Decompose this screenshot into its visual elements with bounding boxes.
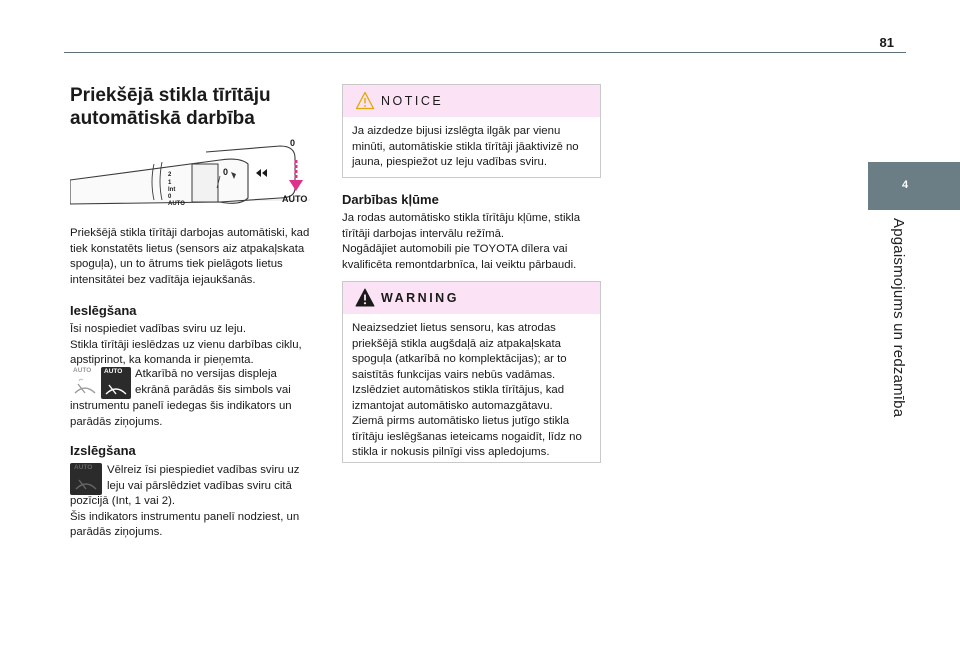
notice-box bbox=[342, 84, 601, 178]
warning-body bbox=[352, 321, 594, 461]
text-line: Vēlreiz īsi piespiediet vadības sviru uz bbox=[107, 464, 300, 476]
text-line: Nogādājiet automobili pie TOYOTA dīlera vai bbox=[342, 243, 568, 255]
text-line: Ja rodas automātisko stikla tīrītāju kļūme, stikla bbox=[342, 212, 581, 224]
intro-line: Priekšējā stikla tīrītāji darbojas automātiski, kad bbox=[70, 227, 310, 239]
text-line: apstiprinot, ka komanda ir pieņemta. bbox=[70, 354, 254, 366]
notice-body bbox=[352, 124, 594, 171]
text-line: tīrītāji darbojas intervālu režīmā. bbox=[342, 227, 505, 240]
text-line: instrumentu panelī iedegas šis indikators un bbox=[70, 400, 292, 412]
text-line: Šis indikators instrumentu panelī nodziest, un bbox=[70, 510, 300, 523]
notice-header bbox=[343, 85, 600, 117]
warning-label: WARNING bbox=[381, 291, 459, 305]
section-heading-fault: Darbības kļūme bbox=[342, 192, 439, 207]
text-line: parādās ziņojums. bbox=[70, 526, 163, 538]
auto-indicator-label: AUTO bbox=[104, 368, 123, 375]
notice-icon bbox=[355, 91, 375, 110]
warning-box bbox=[342, 281, 601, 463]
stalk-top-label: 0 bbox=[290, 138, 296, 148]
warning-icon bbox=[355, 288, 375, 307]
auto-outline-label: AUTO bbox=[73, 367, 92, 374]
text-line: Stikla tīrītāji ieslēdzas uz vienu darbības ciklu, bbox=[70, 338, 302, 351]
section-heading-off: Izslēgšana bbox=[70, 443, 136, 458]
notice-line: Ja aizdedze bijusi izslēgta ilgāk par vienu bbox=[352, 125, 561, 137]
warning-line: Ziemā pirms automātisko lietus jutīgo stikla bbox=[352, 415, 570, 427]
section-on-text bbox=[70, 322, 320, 369]
page-title bbox=[70, 84, 310, 130]
title-line-1: Priekšējā stikla tīrītāju bbox=[70, 85, 271, 106]
stalk-tick-int: Int bbox=[168, 187, 176, 193]
warning-line: spoguļa (atkarībā no komplektācijas); ar to bbox=[352, 353, 567, 365]
wiper-stalk-illustration bbox=[70, 138, 316, 220]
stalk-position-zero: 0 bbox=[223, 167, 229, 177]
auto-wiper-off-icon bbox=[70, 463, 102, 495]
auto-off-label: AUTO bbox=[74, 464, 93, 471]
warning-line: stikla ir nokusis pilnīgi viss apledojums. bbox=[352, 446, 550, 458]
intro-line: spoguļa), un to ātrums tiek pielāgots lietus bbox=[70, 258, 283, 270]
text-line: ekrānā parādās šis simbols vai bbox=[135, 383, 291, 396]
auto-wiper-indicator-icon bbox=[101, 367, 131, 399]
chapter-number: 4 bbox=[902, 179, 909, 191]
stalk-drawing bbox=[70, 138, 316, 220]
stalk-auto-label: AUTO bbox=[282, 194, 308, 204]
page-number: 81 bbox=[879, 35, 894, 50]
title-line-2: automātiskā darbība bbox=[70, 108, 255, 129]
chapter-tab[interactable] bbox=[868, 162, 960, 210]
stalk-tick-1: 1 bbox=[168, 180, 172, 186]
warning-line: Neaizsedziet lietus sensoru, kas atrodas bbox=[352, 322, 556, 334]
text-line: kvalificēta remontdarbnīca, lai veiktu pārbaudi. bbox=[342, 258, 577, 271]
auto-wiper-outline-icon bbox=[70, 367, 100, 399]
chapter-title: Apgaismojums un redzamība bbox=[890, 218, 907, 418]
intro-line: tiek konstatēts lietus (sensors aiz atpakaļskata bbox=[70, 242, 305, 255]
section-on-icon-text bbox=[135, 367, 325, 398]
warning-line: Izslēdziet automātiskos stikla tīrītājus, kad bbox=[352, 384, 565, 396]
chapter-side-label bbox=[890, 218, 912, 428]
intro-paragraph bbox=[70, 226, 320, 288]
section-on-text-2 bbox=[70, 399, 320, 430]
notice-line: jauna, piespiežot uz leju vadības sviru. bbox=[352, 156, 548, 168]
stalk-tick-auto: AUTO bbox=[168, 201, 185, 207]
text-line: Īsi nospiediet vadības sviru uz leju. bbox=[70, 323, 247, 335]
warning-line: tīrītāju ieslēgšanas ieteicams nogaidīt, līdz no bbox=[352, 430, 582, 443]
stalk-tick-0: 0 bbox=[168, 194, 172, 200]
text-line: leju vai pārslēdziet vadības sviru citā bbox=[107, 479, 292, 492]
section-heading-on: Ieslēgšana bbox=[70, 303, 137, 318]
notice-line: minūti, automātiskie stikla tīrītāji jāaktivizē no bbox=[352, 140, 579, 153]
text-line: pozīcijā (Int, 1 vai 2). bbox=[70, 495, 176, 507]
text-line: parādās ziņojums. bbox=[70, 415, 163, 428]
warning-line: izmantojat automātisko automazgātavu. bbox=[352, 399, 553, 412]
text-line: Atkarībā no versijas displeja bbox=[135, 368, 277, 380]
warning-line: priekšējā stikla augšdaļā aiz atpakaļskata bbox=[352, 337, 561, 350]
section-off-icon-text bbox=[107, 463, 322, 494]
warning-line: saistītās funkcijas vairs nebūs vadāmas. bbox=[352, 368, 556, 381]
section-fault-text bbox=[342, 211, 597, 273]
intro-line: intensitātei bez vadītāja iejaukšanās. bbox=[70, 273, 256, 286]
header-rule bbox=[64, 52, 906, 53]
stalk-tick-2: 2 bbox=[168, 172, 172, 178]
notice-label: NOTICE bbox=[381, 94, 444, 108]
warning-header bbox=[343, 282, 600, 314]
section-off-text bbox=[70, 494, 320, 541]
